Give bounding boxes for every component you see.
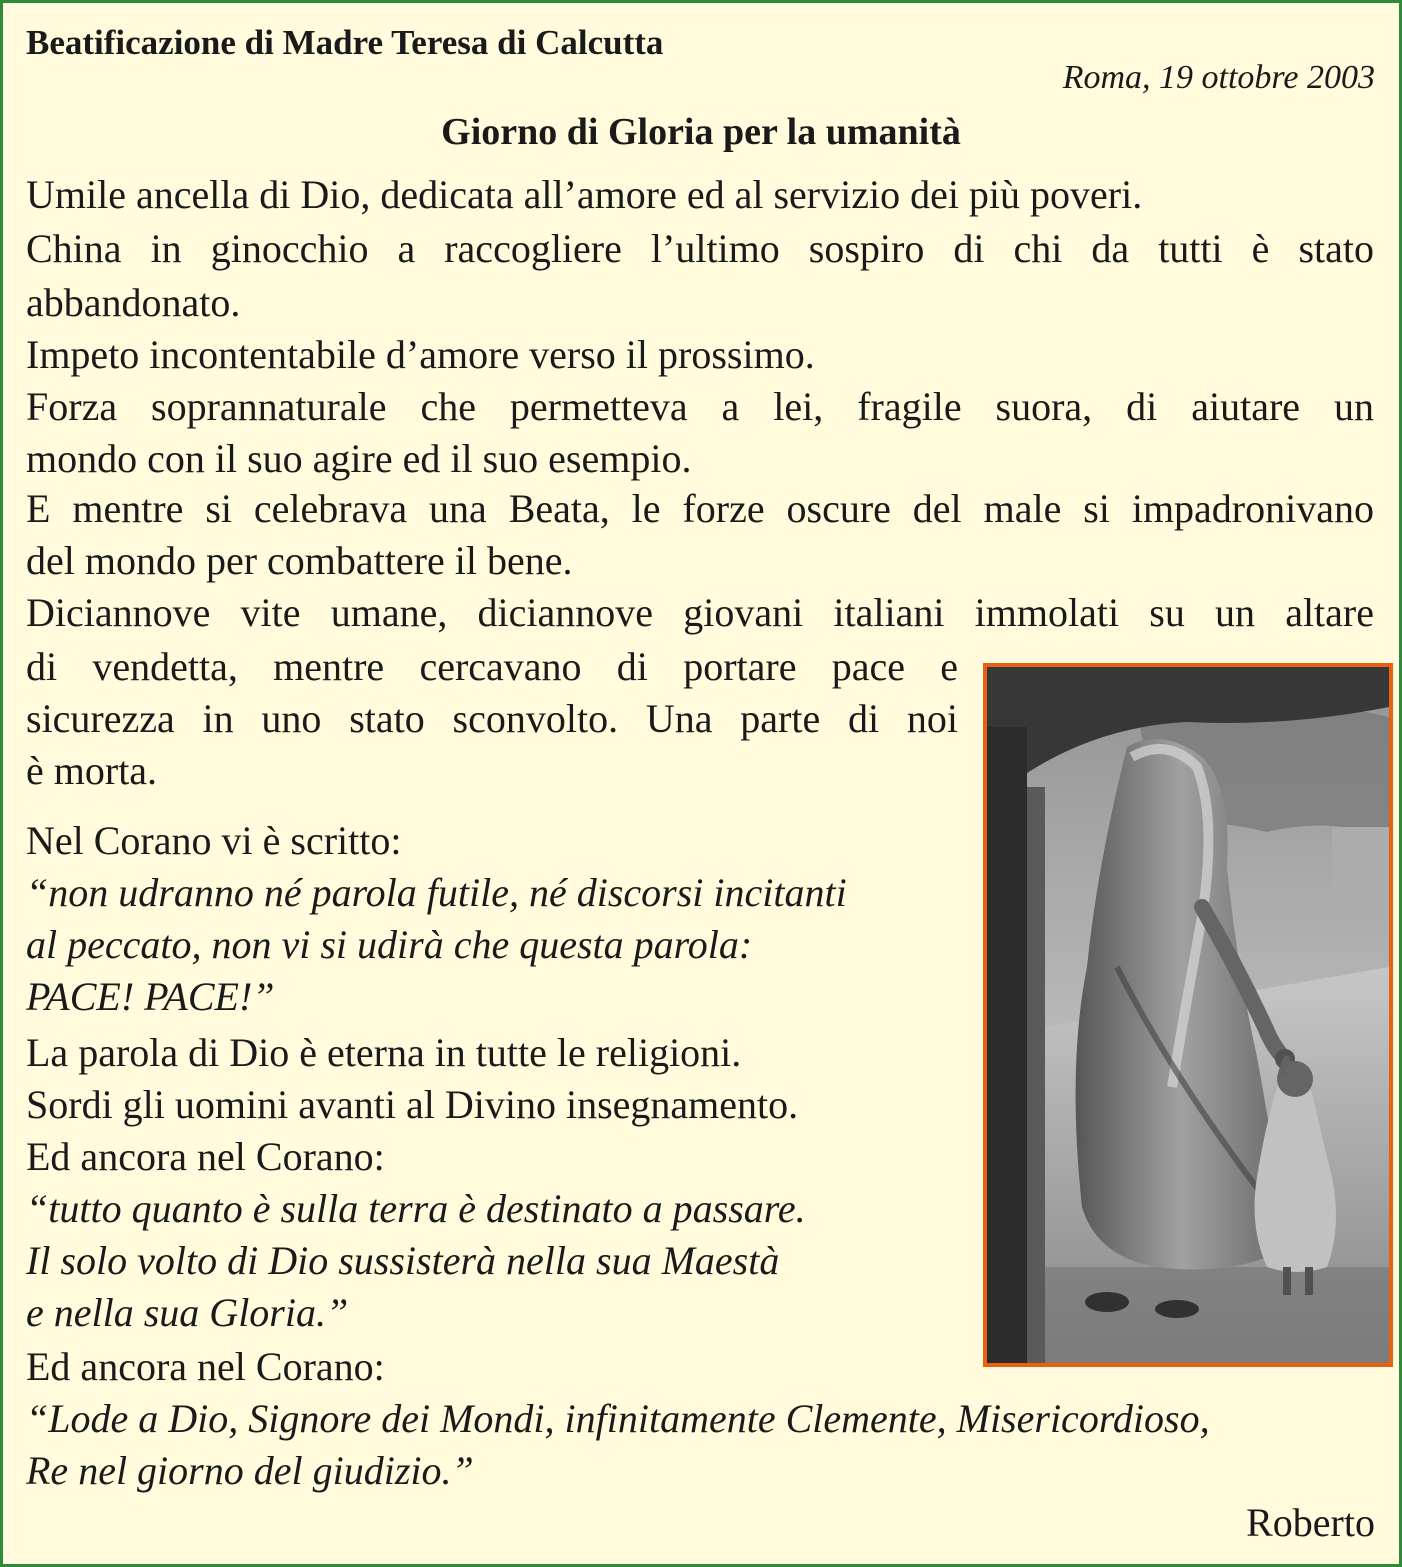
quote-intro: Ed ancora nel Corano: — [26, 1344, 385, 1389]
quote-line: al peccato, non vi si udirà che questa parola: — [26, 922, 753, 967]
dateline: Roma, 19 ottobre 2003 — [1062, 59, 1375, 96]
quote-intro: Ed ancora nel Corano: — [26, 1134, 385, 1179]
body-line: Forza soprannaturale che permetteva a lei, fragile suora, di aiutare un — [26, 384, 1374, 429]
body-line: mondo con il suo agire ed il suo esempio. — [26, 436, 692, 481]
body-line: del mondo per combattere il bene. — [26, 538, 573, 583]
body-line: Sordi gli uomini avanti al Divino insegnamento. — [26, 1082, 799, 1127]
nun-with-child-photo — [987, 667, 1389, 1363]
quote-line: PACE! PACE!” — [26, 974, 275, 1019]
quote-line: e nella sua Gloria.” — [26, 1290, 349, 1335]
photo-frame — [983, 663, 1393, 1367]
quote-intro: Nel Corano vi è scritto: — [26, 818, 402, 863]
article-title: Beatificazione di Madre Teresa di Calcutta — [26, 23, 664, 62]
body-line: Diciannove vite umane, diciannove giovani italiani immolati su un altare — [26, 590, 1374, 635]
body-line: China in ginocchio a raccogliere l’ultimo sospiro di chi da tutti è stato — [26, 226, 1374, 271]
body-line: Impeto incontentabile d’amore verso il prossimo. — [26, 332, 815, 377]
body-line: abbandonato. — [26, 280, 241, 325]
body-line: Umile ancella di Dio, dedicata all’amore ed al servizio dei più poveri. — [26, 172, 1143, 217]
body-line: di vendetta, mentre cercavano di portare pace e — [26, 644, 958, 689]
body-line: La parola di Dio è eterna in tutte le religioni. — [26, 1030, 742, 1075]
body-line: è morta. — [26, 748, 158, 793]
headline: Giorno di Gloria per la umanità — [441, 111, 961, 153]
quote-line: “non udranno né parola futile, né discorsi incitanti — [26, 870, 847, 915]
body-line: sicurezza in uno stato sconvolto. Una parte di noi — [26, 696, 958, 741]
signature: Roberto — [1246, 1500, 1375, 1545]
quote-line: “Lode a Dio, Signore dei Mondi, infinitamente Clemente, Misericordioso, — [26, 1396, 1210, 1441]
body-line: E mentre si celebrava una Beata, le forze oscure del male si impadronivano — [26, 486, 1374, 531]
quote-line: “tutto quanto è sulla terra è destinato a passare. — [26, 1186, 806, 1231]
quote-line: Il solo volto di Dio sussisterà nella sua Maestà — [26, 1238, 780, 1283]
quote-line: Re nel giorno del giudizio.” — [26, 1448, 474, 1493]
